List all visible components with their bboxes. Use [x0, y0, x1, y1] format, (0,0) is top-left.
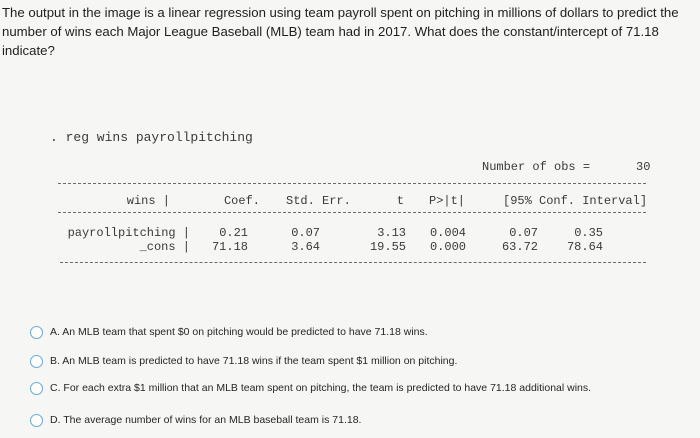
- radio-circle-icon[interactable]: [30, 326, 43, 339]
- radio-circle-icon[interactable]: [30, 382, 43, 395]
- row-label-cons: _cons |: [139, 240, 190, 254]
- row-label-payroll: payrollpitching |: [67, 226, 190, 240]
- radio-circle-icon[interactable]: [30, 414, 43, 427]
- option-d-label: D. The average number of wins for an MLB baseball team is 71.18.: [50, 414, 362, 426]
- table-header-rule: [58, 212, 646, 213]
- header-coef: Coef.: [223, 194, 260, 208]
- p-payroll: 0.004: [429, 226, 466, 240]
- t-cons: 19.55: [369, 240, 406, 254]
- option-d[interactable]: [30, 410, 361, 430]
- header-se: Std. Err.: [286, 194, 351, 208]
- table-top-rule: [58, 183, 646, 184]
- ci-low-cons: 63.72: [501, 240, 538, 254]
- stata-command: . reg wins payrollpitching: [50, 130, 253, 145]
- header-p: P>|t|: [429, 194, 466, 208]
- coef-payroll: 0.21: [219, 226, 248, 240]
- table-bottom-rule: [60, 262, 646, 263]
- nobs-value: 30: [636, 160, 651, 174]
- ci-low-payroll: 0.07: [509, 226, 538, 240]
- ci-high-cons: 78.64: [566, 240, 603, 254]
- option-c[interactable]: [30, 378, 591, 398]
- radio-circle-icon[interactable]: [30, 355, 43, 368]
- header-t: t: [396, 194, 404, 208]
- t-payroll: 3.13: [377, 226, 406, 240]
- option-b-label: B. An MLB team is predicted to have 71.18 wins if the team spent $1 million on pitching.: [50, 355, 458, 367]
- option-c-label: C. For each extra $1 million that an MLB team spent on pitching, the team is predicted to have 71.18 additional wins.: [50, 382, 592, 394]
- ci-high-payroll: 0.35: [574, 226, 603, 240]
- header-ci: [95% Conf. Interval]: [503, 194, 648, 208]
- option-a[interactable]: [30, 322, 428, 342]
- question-text: The output in the image is a linear regression using team payroll spent on pitching in millions of dollars to predict the number of wins each Major League Baseball (MLB) team had in 2017. What does the constant/intercept of 71.18 indicate?: [2, 5, 679, 58]
- option-a-label: A. An MLB team that spent $0 on pitching would be predicted to have 71.18 wins.: [50, 326, 428, 338]
- nobs-label: Number of obs =: [482, 160, 591, 174]
- se-payroll: 0.07: [291, 226, 320, 240]
- header-depvar: wins |: [126, 194, 170, 208]
- coef-cons: 71.18: [211, 240, 248, 254]
- p-cons: 0.000: [429, 240, 466, 254]
- option-b[interactable]: [30, 351, 457, 371]
- se-cons: 3.64: [291, 240, 320, 254]
